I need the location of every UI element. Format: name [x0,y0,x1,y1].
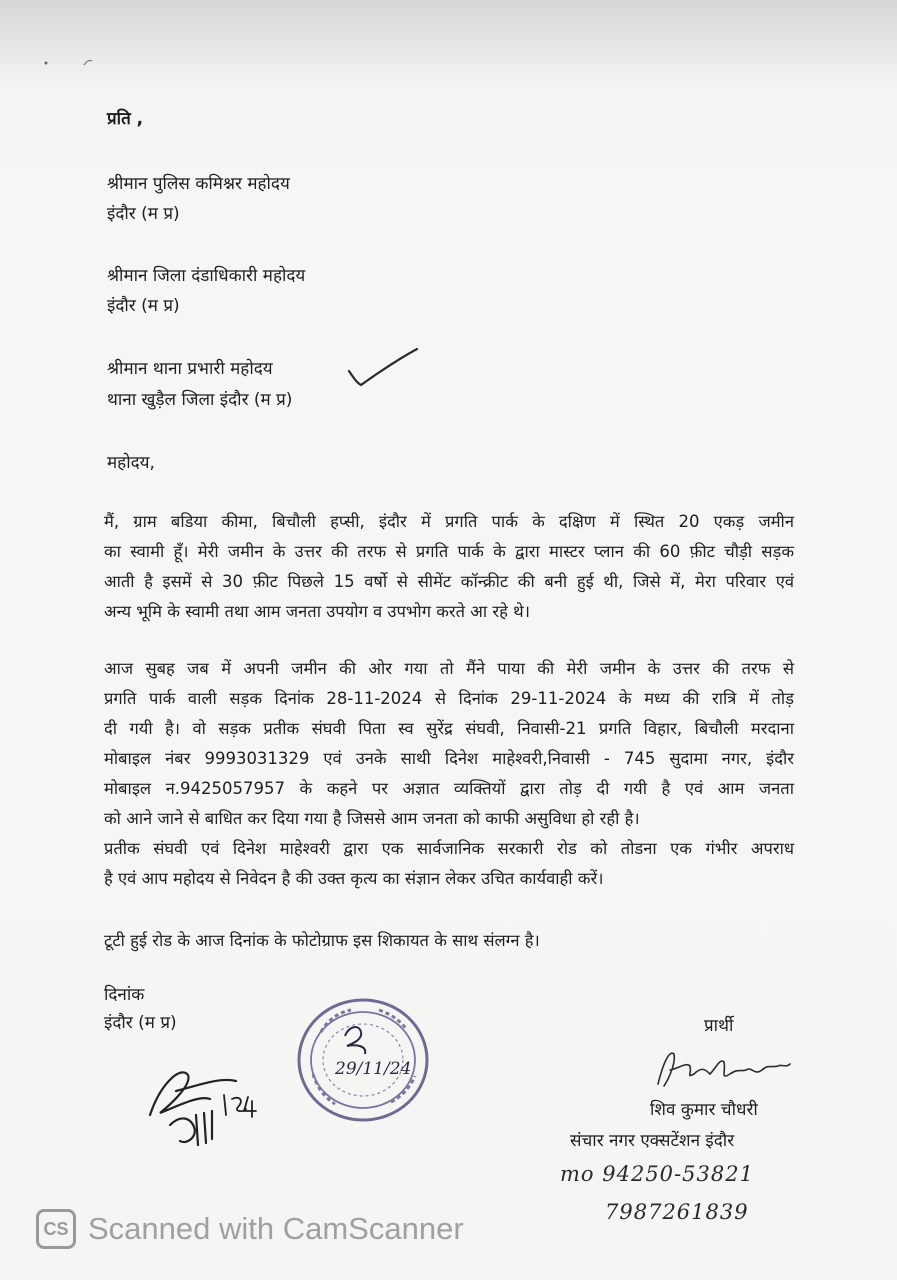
paragraph-1-line: अन्य भूमि के स्वामी तथा आम जनता उपयोग व उपभोग करते आ रहे थे। [104,602,530,621]
recipient-1-line2: इंदौर (म प्र) [107,204,180,224]
recipient-2-line1: श्रीमान जिला दंडाधिकारी महोदय [107,266,306,286]
scan-shadow [0,0,897,90]
paragraph-3: टूटी हुई रोड के आज दिनांक के फोटोग्राफ इस शिकायत के साथ संलग्न है। [104,931,540,950]
salutation-to: प्रति , [107,109,144,129]
paragraph-1 [104,507,794,627]
date-label: दिनांक [104,985,145,1005]
recipient-3-line1: श्रीमान थाना प्रभारी महोदय [107,359,273,379]
paragraph-2-line: दी गयी है। वो सड़क प्रतीक संघवी पिता स्व सुरेंद्र संघवी, निवासी-21 प्रगति विहार, बिचौली मरदाना [104,719,794,738]
paragraph-1-line: मैं, ग्राम बडिया कीमा, बिचौली हप्सी, इंदौर में प्रगति पार्क के दक्षिण में स्थित 20 एकड़ जमीन [104,512,794,531]
paragraph-1-line: का स्वामी हूँ। मेरी जमीन के उत्तर की तरफ से प्रगति पार्क के द्वारा मास्टर प्लान की 60 फ़ीट चौड़ी सड़क [104,542,794,561]
paragraph-2-line: आज सुबह जब में अपनी जमीन की ओर गया तो मैंने पाया की मेरी जमीन के उत्तर की तरफ से [104,659,794,678]
paragraph-2-line: को आने जाने से बाधित कर दिया गया है जिससे आम जनता को काफी असुविधा हो रही है। [104,809,640,828]
applicant-name: शिव कुमार चौधरी [650,1100,758,1120]
recipient-2-line2: इंदौर (म प्र) [107,296,180,316]
paragraph-2-line: प्रतीक संघवी एवं दिनेश माहेश्वरी द्वारा एक सार्वजानिक सरकारी रोड को तोडना एक गंभीर अपराध [104,839,794,858]
recipient-3-line2: थाना खुड़ैल जिला इंदौर (म प्र) [107,390,293,410]
place: इंदौर (म प्र) [104,1013,177,1033]
paragraph-2-line: प्रगति पार्क वाली सड़क दिनांक 28-11-2024 से दिनांक 29-11-2024 के मध्य की रात्रि में तोड़ [104,689,794,708]
paragraph-2-line: मोबाइल न.9425057957 के कहने पर अज्ञात व्यक्तियों द्वारा तोड़ दी गयी है एवं आम जनता [104,779,794,798]
stamp-date: 29/11/24 [335,1059,412,1079]
camscanner-text: Scanned with CamScanner [88,1211,464,1246]
camscanner-watermark [36,1207,464,1251]
applicant-address: संचार नगर एक्सटेंशन इंदौर [570,1131,735,1151]
official-stamp [295,996,435,1126]
handwritten-phone-1: mo 94250-53821 [560,1162,754,1186]
camscanner-logo-icon: CS [36,1209,76,1249]
paragraph-2-line: मोबाइल नंबर 9993031329 एवं उनके साथी दिनेश माहेश्वरी,निवासी - 745 सुदामा नगर, इंदौर [104,749,794,768]
checkmark-icon [345,345,425,390]
stray-mark [40,55,100,75]
paragraph-1-line: आती है इसमें से 30 फ़ीट पिछले 15 वर्षो से सीमेंट कॉन्क्रीट की बनी हुई थी, जिसे में, मेरा परिवार एवं [104,572,794,591]
officer-signature [140,1055,290,1155]
paragraph-2 [104,654,794,894]
recipient-1-line1: श्रीमान पुलिस कमिश्नर महोदय [107,174,290,194]
paragraph-2-line: है एवं आप महोदय से निवेदन है की उक्त कृत्य का संज्ञान लेकर उचित कार्यवाही करें। [104,869,604,888]
handwritten-phone-2: 7987261839 [605,1200,749,1224]
applicant-label: प्रार्थी [704,1016,734,1036]
greeting: महोदय, [107,453,155,473]
applicant-signature [650,1040,800,1095]
